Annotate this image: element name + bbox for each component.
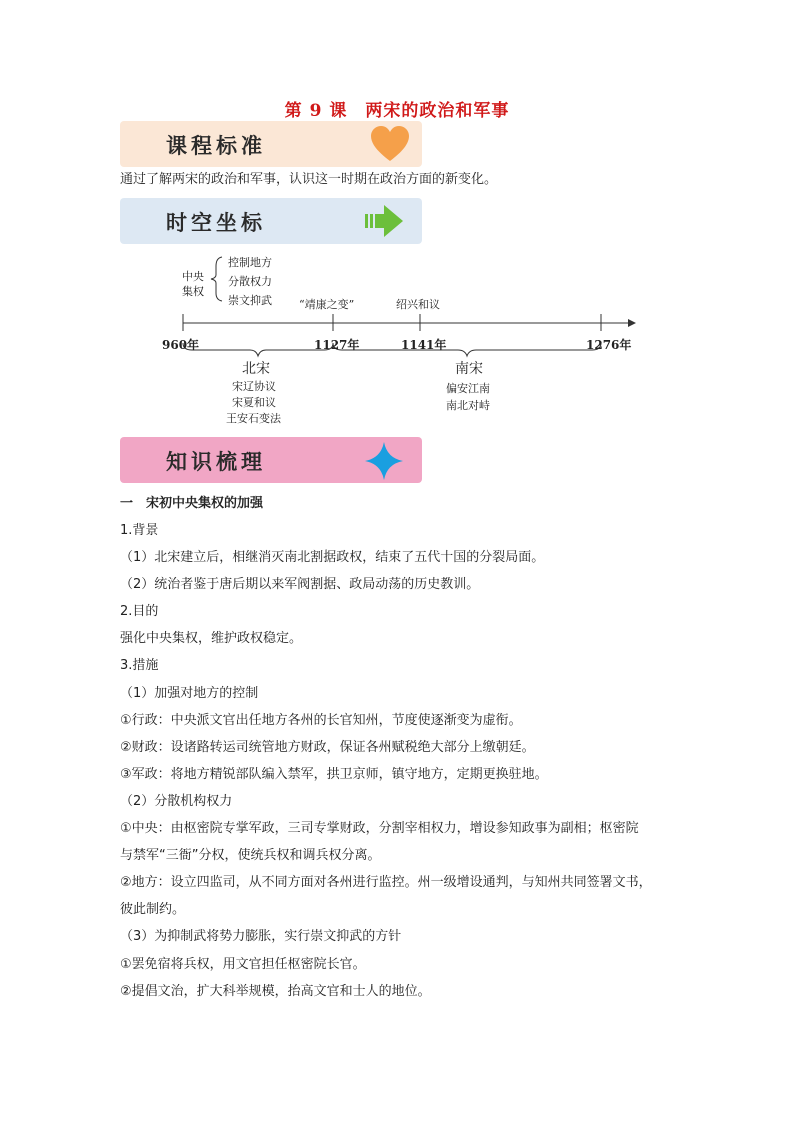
year-label: 1141年 [401, 338, 447, 352]
central-label-1: 中央 [182, 270, 204, 283]
subheading: 2.目的 [120, 604, 159, 619]
paragraph: 强化中央集权，维护政权稳定。 [120, 631, 303, 646]
paragraph: （3）为抑制武将势力膨胀，实行崇文抑武的方针 [120, 929, 402, 944]
year-label: 960年 [162, 338, 200, 352]
heading-1: 一 宋初中央集权的加强 [120, 496, 264, 511]
south-item: 偏安江南 [446, 382, 490, 395]
year-label: 1127年 [314, 338, 360, 352]
north-item: 宋辽协议 [232, 380, 276, 393]
subheading: 3.措施 [120, 658, 159, 673]
standard-text: 通过了解两宋的政治和军事，认识这一时期在政治方面的新变化。 [120, 172, 498, 187]
measure-item: 分散权力 [228, 275, 272, 288]
paragraph: ②提倡文治，扩大科举规模，抬高文官和士人的地位。 [120, 984, 431, 999]
section-title-timeline: 时空坐标 [166, 211, 266, 235]
paragraph: （1）北宋建立后，相继消灭南北割据政权，结束了五代十国的分裂局面。 [120, 550, 545, 565]
measure-item: 控制地方 [228, 256, 272, 269]
central-label-2: 集权 [182, 285, 204, 298]
north-item: 王安石变法 [226, 412, 281, 425]
era-north-song: 北宋 [242, 361, 270, 377]
measure-item: 崇文抑武 [228, 294, 272, 307]
paragraph: ①行政：中央派文官出任地方各州的长官知州，节度使逐渐变为虚衔。 [120, 713, 522, 728]
paragraph: （2）统治者鉴于唐后期以来军阀割据、政局动荡的历史教训。 [120, 577, 480, 592]
paragraph: 彼此制约。 [120, 902, 186, 917]
year-label: 1276年 [586, 338, 632, 352]
paragraph: ②地方：设立四监司，从不同方面对各州进行监控。州一级增设通判，与知州共同签署文书， [120, 875, 652, 890]
paragraph: （2）分散机构权力 [120, 794, 233, 809]
section-title-knowledge: 知识梳理 [166, 450, 266, 474]
era-south-song: 南宋 [455, 361, 483, 377]
paragraph: ③军政：将地方精锐部队编入禁军，拱卫京师，镇守地方，定期更换驻地。 [120, 767, 548, 782]
section-banner-knowledge [120, 437, 422, 483]
north-item: 宋夏和议 [232, 396, 276, 409]
event-shaoxing: 绍兴和议 [396, 298, 440, 311]
star-icon [364, 441, 404, 481]
event-jingkang: “靖康之变” [299, 298, 355, 311]
timeline-graphics [0, 0, 794, 440]
page-title: 第 9 课 两宋的政治和军事 [284, 101, 510, 121]
paragraph: ①中央：由枢密院专掌军政，三司专掌财政，分割宰相权力，增设参知政事为副相；枢密院 [120, 821, 639, 836]
subheading: 1.背景 [120, 523, 159, 538]
paragraph: （1）加强对地方的控制 [120, 686, 259, 701]
paragraph: ②财政：设诸路转运司统管地方财政，保证各州赋税绝大部分上缴朝廷。 [120, 740, 535, 755]
paragraph: ①罢免宿将兵权，用文官担任枢密院长官。 [120, 957, 366, 972]
paragraph: 与禁军“三衙”分权，使统兵权和调兵权分离。 [120, 848, 381, 863]
section-title-standard: 课程标准 [166, 134, 266, 158]
south-item: 南北对峙 [446, 399, 490, 412]
